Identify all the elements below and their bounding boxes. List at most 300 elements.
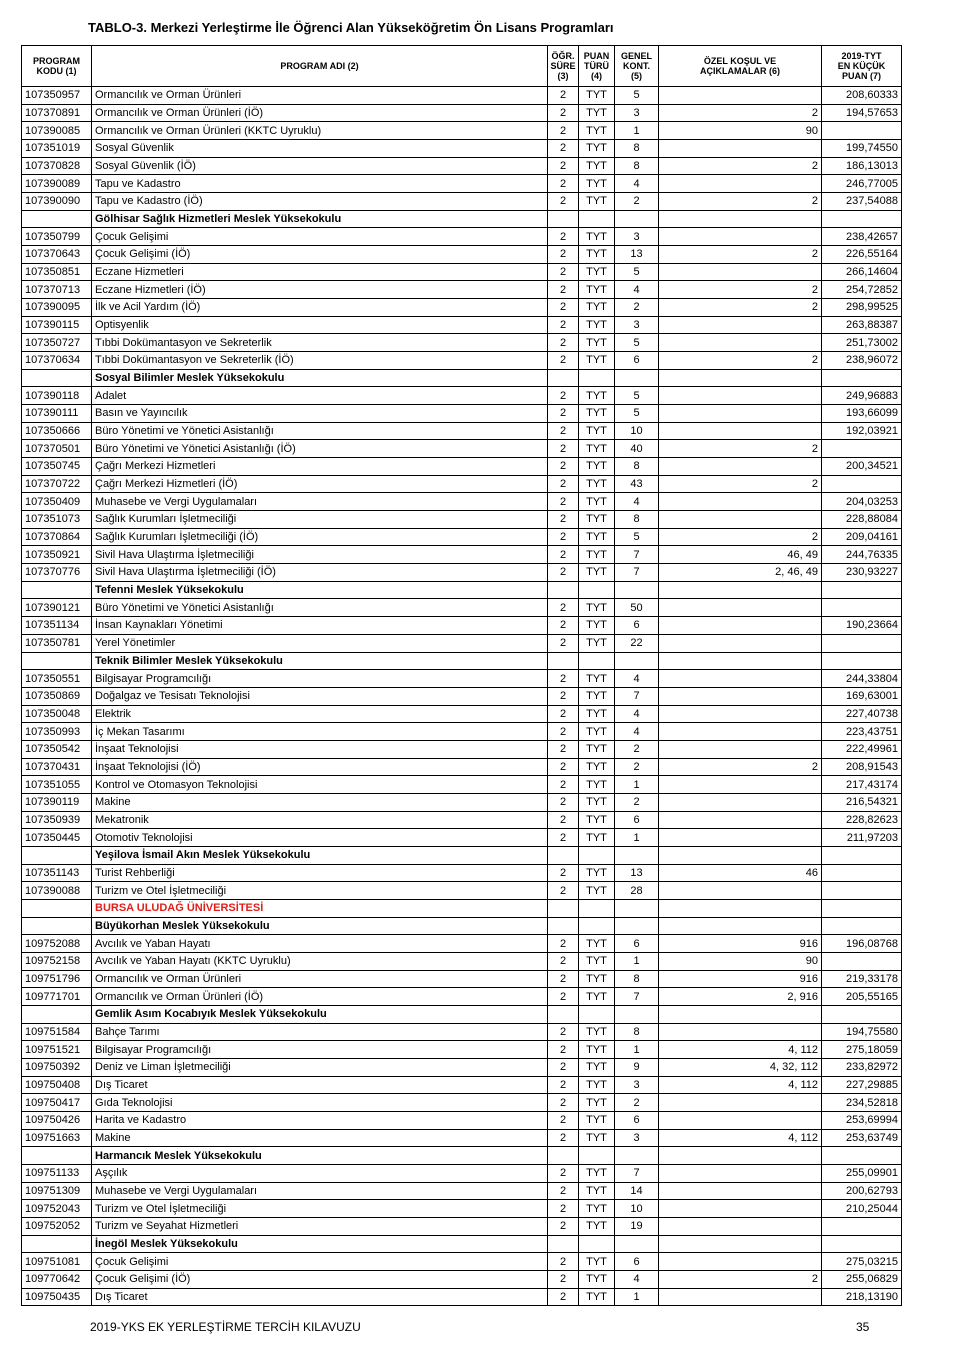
cell-program-adi: Tapu ve Kadastro (İÖ): [92, 193, 548, 211]
cell-puan-turu: TYT: [579, 1094, 615, 1112]
cell-ogr-sure: 2: [548, 1271, 579, 1289]
cell-ogr-sure: 2: [548, 1182, 579, 1200]
cell-genel-kont: 6: [615, 1253, 659, 1271]
cell-en-kucuk-puan: 217,43174: [822, 776, 902, 794]
cell-en-kucuk-puan: 196,08768: [822, 935, 902, 953]
cell-ozel-kosul: [659, 829, 822, 847]
cell-ozel-kosul: [659, 511, 822, 529]
cell-program-adi: Basın ve Yayıncılık: [92, 405, 548, 423]
cell-ozel-kosul: [659, 670, 822, 688]
cell-ogr-sure: 2: [548, 1041, 579, 1059]
table-row: [22, 670, 902, 688]
table-row: [22, 793, 902, 811]
cell-puan-turu: TYT: [579, 87, 615, 105]
cell-en-kucuk-puan: [822, 440, 902, 458]
cell-en-kucuk-puan: [822, 652, 902, 670]
cell-en-kucuk-puan: 275,03215: [822, 1253, 902, 1271]
cell-ozel-kosul: [659, 422, 822, 440]
cell-ozel-kosul: 90: [659, 952, 822, 970]
cell-program-kodu: 107350799: [22, 228, 92, 246]
cell-genel-kont: 8: [615, 1023, 659, 1041]
cell-puan-turu: TYT: [579, 193, 615, 211]
table-row: [22, 475, 902, 493]
cell-program-kodu: 107370891: [22, 104, 92, 122]
cell-genel-kont: 5: [615, 334, 659, 352]
cell-ozel-kosul: [659, 1200, 822, 1218]
cell-program-kodu: 109771701: [22, 988, 92, 1006]
cell-puan-turu: TYT: [579, 511, 615, 529]
cell-genel-kont: 8: [615, 970, 659, 988]
table-row: [22, 705, 902, 723]
cell-genel-kont: 2: [615, 299, 659, 317]
cell-program-adi: Tapu ve Kadastro: [92, 175, 548, 193]
cell-program-adi: Yerel Yönetimler: [92, 634, 548, 652]
cell-ozel-kosul: [659, 1023, 822, 1041]
cell-genel-kont: [615, 917, 659, 935]
cell-ozel-kosul: [659, 1111, 822, 1129]
cell-en-kucuk-puan: 251,73002: [822, 334, 902, 352]
cell-ozel-kosul: 4, 32, 112: [659, 1058, 822, 1076]
cell-program-adi: Sosyal Bilimler Meslek Yüksekokulu: [92, 369, 548, 387]
cell-ogr-sure: 2: [548, 687, 579, 705]
cell-ogr-sure: 2: [548, 281, 579, 299]
cell-puan-turu: TYT: [579, 740, 615, 758]
table-row: [22, 599, 902, 617]
cell-program-adi: Aşçılık: [92, 1164, 548, 1182]
cell-program-kodu: 107350551: [22, 670, 92, 688]
cell-en-kucuk-puan: [822, 475, 902, 493]
cell-ogr-sure: 2: [548, 104, 579, 122]
page-number: 35: [856, 1320, 870, 1334]
cell-en-kucuk-puan: [822, 917, 902, 935]
cell-en-kucuk-puan: 186,13013: [822, 157, 902, 175]
cell-program-adi: Harita ve Kadastro: [92, 1111, 548, 1129]
cell-en-kucuk-puan: [822, 864, 902, 882]
cell-ozel-kosul: [659, 1005, 822, 1023]
cell-ozel-kosul: 2: [659, 475, 822, 493]
cell-en-kucuk-puan: 253,69994: [822, 1111, 902, 1129]
cell-genel-kont: 5: [615, 387, 659, 405]
table-row: [22, 1041, 902, 1059]
cell-genel-kont: 8: [615, 157, 659, 175]
cell-en-kucuk-puan: [822, 581, 902, 599]
cell-en-kucuk-puan: [822, 634, 902, 652]
cell-genel-kont: 5: [615, 405, 659, 423]
cell-puan-turu: TYT: [579, 1218, 615, 1236]
cell-genel-kont: 4: [615, 723, 659, 741]
cell-program-adi: Muhasebe ve Vergi Uygulamaları: [92, 493, 548, 511]
cell-ozel-kosul: [659, 175, 822, 193]
cell-genel-kont: 4: [615, 705, 659, 723]
cell-ozel-kosul: [659, 687, 822, 705]
cell-en-kucuk-puan: 244,33804: [822, 670, 902, 688]
cell-ogr-sure: 2: [548, 157, 579, 175]
cell-program-kodu: 107390115: [22, 316, 92, 334]
cell-program-kodu: 107370431: [22, 758, 92, 776]
cell-genel-kont: 5: [615, 263, 659, 281]
table-header-row: [22, 46, 902, 87]
cell-ogr-sure: 2: [548, 864, 579, 882]
cell-en-kucuk-puan: 228,82623: [822, 811, 902, 829]
cell-program-kodu: 109752088: [22, 935, 92, 953]
cell-genel-kont: 6: [615, 935, 659, 953]
table-row: [22, 1218, 902, 1236]
cell-program-kodu: [22, 899, 92, 917]
cell-genel-kont: 1: [615, 952, 659, 970]
cell-puan-turu: TYT: [579, 705, 615, 723]
cell-ogr-sure: 2: [548, 811, 579, 829]
cell-ozel-kosul: [659, 369, 822, 387]
section-row: [22, 1005, 902, 1023]
cell-program-adi: Sağlık Kurumları İşletmeciliği (İÖ): [92, 528, 548, 546]
cell-en-kucuk-puan: 218,13190: [822, 1288, 902, 1306]
table-row: [22, 687, 902, 705]
cell-program-adi: Çocuk Gelişimi: [92, 1253, 548, 1271]
cell-ozel-kosul: [659, 1218, 822, 1236]
cell-puan-turu: [579, 1005, 615, 1023]
table-row: [22, 316, 902, 334]
cell-ogr-sure: [548, 846, 579, 864]
cell-program-adi: Yeşilova İsmail Akın Meslek Yüksekokulu: [92, 846, 548, 864]
cell-genel-kont: 4: [615, 281, 659, 299]
cell-ogr-sure: 2: [548, 599, 579, 617]
cell-program-adi: Harmancık Meslek Yüksekokulu: [92, 1147, 548, 1165]
cell-ogr-sure: 2: [548, 758, 579, 776]
table-row: [22, 140, 902, 158]
cell-genel-kont: 10: [615, 422, 659, 440]
cell-ozel-kosul: 2: [659, 299, 822, 317]
cell-program-adi: Dış Ticaret: [92, 1288, 548, 1306]
cell-ozel-kosul: [659, 1164, 822, 1182]
cell-ozel-kosul: 2: [659, 528, 822, 546]
cell-puan-turu: TYT: [579, 882, 615, 900]
cell-program-kodu: 107390089: [22, 175, 92, 193]
cell-program-adi: Büro Yönetimi ve Yönetici Asistanlığı: [92, 422, 548, 440]
cell-ogr-sure: 2: [548, 564, 579, 582]
cell-puan-turu: TYT: [579, 564, 615, 582]
cell-puan-turu: TYT: [579, 1164, 615, 1182]
cell-ozel-kosul: 4, 112: [659, 1129, 822, 1147]
cell-en-kucuk-puan: 222,49961: [822, 740, 902, 758]
cell-program-kodu: 107351019: [22, 140, 92, 158]
cell-puan-turu: TYT: [579, 263, 615, 281]
cell-genel-kont: 4: [615, 670, 659, 688]
cell-program-adi: Turizm ve Otel İşletmeciliği: [92, 1200, 548, 1218]
cell-en-kucuk-puan: [822, 1147, 902, 1165]
cell-program-adi: Mekatronik: [92, 811, 548, 829]
cell-ogr-sure: 2: [548, 511, 579, 529]
cell-en-kucuk-puan: 233,82972: [822, 1058, 902, 1076]
cell-genel-kont: 1: [615, 1041, 659, 1059]
cell-puan-turu: TYT: [579, 1111, 615, 1129]
cell-ogr-sure: 2: [548, 988, 579, 1006]
cell-ozel-kosul: 2: [659, 246, 822, 264]
cell-puan-turu: TYT: [579, 1253, 615, 1271]
cell-ogr-sure: 2: [548, 546, 579, 564]
cell-program-kodu: 107370634: [22, 352, 92, 370]
cell-ogr-sure: 2: [548, 387, 579, 405]
cell-ozel-kosul: [659, 1182, 822, 1200]
table-row: [22, 935, 902, 953]
cell-ogr-sure: 2: [548, 246, 579, 264]
cell-en-kucuk-puan: 169,63001: [822, 687, 902, 705]
cell-program-kodu: 109751133: [22, 1164, 92, 1182]
cell-program-adi: Tefenni Meslek Yüksekokulu: [92, 581, 548, 599]
cell-puan-turu: TYT: [579, 140, 615, 158]
cell-program-kodu: 107350409: [22, 493, 92, 511]
cell-ogr-sure: 2: [548, 87, 579, 105]
cell-program-adi: Sağlık Kurumları İşletmeciliği: [92, 511, 548, 529]
cell-program-adi: Ormancılık ve Orman Ürünleri (KKTC Uyruklu): [92, 122, 548, 140]
cell-ozel-kosul: 2, 46, 49: [659, 564, 822, 582]
cell-program-kodu: [22, 917, 92, 935]
cell-program-adi: Muhasebe ve Vergi Uygulamaları: [92, 1182, 548, 1200]
table-row: [22, 1200, 902, 1218]
cell-puan-turu: TYT: [579, 988, 615, 1006]
cell-en-kucuk-puan: 298,99525: [822, 299, 902, 317]
cell-puan-turu: TYT: [579, 405, 615, 423]
table-row: [22, 952, 902, 970]
cell-ozel-kosul: [659, 776, 822, 794]
cell-program-adi: Büro Yönetimi ve Yönetici Asistanlığı (İÖ): [92, 440, 548, 458]
cell-program-adi: Çocuk Gelişimi (İÖ): [92, 246, 548, 264]
cell-en-kucuk-puan: 266,14604: [822, 263, 902, 281]
cell-genel-kont: 2: [615, 758, 659, 776]
cell-en-kucuk-puan: 255,09901: [822, 1164, 902, 1182]
cell-ozel-kosul: 46: [659, 864, 822, 882]
cell-program-kodu: 107350745: [22, 458, 92, 476]
cell-program-kodu: 107350781: [22, 634, 92, 652]
cell-en-kucuk-puan: 192,03921: [822, 422, 902, 440]
cell-ozel-kosul: [659, 652, 822, 670]
cell-program-adi: Büro Yönetimi ve Yönetici Asistanlığı: [92, 599, 548, 617]
cell-ogr-sure: 2: [548, 670, 579, 688]
cell-program-adi: Ormancılık ve Orman Ürünleri: [92, 87, 548, 105]
cell-program-adi: İlk ve Acil Yardım (İÖ): [92, 299, 548, 317]
cell-ogr-sure: 2: [548, 493, 579, 511]
cell-program-kodu: 109750426: [22, 1111, 92, 1129]
cell-program-kodu: 107390090: [22, 193, 92, 211]
cell-puan-turu: [579, 899, 615, 917]
cell-program-adi: Ormancılık ve Orman Ürünleri (İÖ): [92, 104, 548, 122]
cell-ozel-kosul: [659, 334, 822, 352]
cell-ogr-sure: 2: [548, 528, 579, 546]
cell-ogr-sure: [548, 652, 579, 670]
table-row: [22, 422, 902, 440]
cell-ozel-kosul: [659, 723, 822, 741]
table-row: [22, 193, 902, 211]
cell-puan-turu: TYT: [579, 1058, 615, 1076]
cell-program-kodu: 107390095: [22, 299, 92, 317]
header-program-kodu: PROGRAM KODU (1): [22, 46, 92, 87]
table-row: [22, 1182, 902, 1200]
table-row: [22, 1288, 902, 1306]
cell-en-kucuk-puan: 275,18059: [822, 1041, 902, 1059]
cell-en-kucuk-puan: 246,77005: [822, 175, 902, 193]
cell-program-adi: Çağrı Merkezi Hizmetleri: [92, 458, 548, 476]
cell-program-kodu: 107350048: [22, 705, 92, 723]
cell-en-kucuk-puan: 237,54088: [822, 193, 902, 211]
table-row: [22, 104, 902, 122]
cell-genel-kont: 2: [615, 193, 659, 211]
cell-genel-kont: 3: [615, 1076, 659, 1094]
table-row: [22, 617, 902, 635]
cell-genel-kont: 1: [615, 776, 659, 794]
cell-genel-kont: 10: [615, 1200, 659, 1218]
cell-ogr-sure: 2: [548, 617, 579, 635]
cell-en-kucuk-puan: 226,55164: [822, 246, 902, 264]
cell-ogr-sure: 2: [548, 793, 579, 811]
cell-puan-turu: TYT: [579, 440, 615, 458]
cell-ozel-kosul: [659, 228, 822, 246]
cell-puan-turu: TYT: [579, 723, 615, 741]
cell-genel-kont: 2: [615, 740, 659, 758]
cell-program-adi: İnşaat Teknolojisi: [92, 740, 548, 758]
cell-ozel-kosul: [659, 405, 822, 423]
cell-program-adi: Deniz ve Liman İşletmeciliği: [92, 1058, 548, 1076]
cell-program-kodu: [22, 1235, 92, 1253]
cell-puan-turu: TYT: [579, 228, 615, 246]
cell-genel-kont: 13: [615, 864, 659, 882]
cell-genel-kont: [615, 581, 659, 599]
cell-program-kodu: 107350993: [22, 723, 92, 741]
cell-en-kucuk-puan: 238,42657: [822, 228, 902, 246]
cell-en-kucuk-puan: 263,88387: [822, 316, 902, 334]
cell-program-kodu: 109752158: [22, 952, 92, 970]
cell-puan-turu: [579, 210, 615, 228]
cell-puan-turu: TYT: [579, 246, 615, 264]
cell-program-kodu: 107351143: [22, 864, 92, 882]
cell-puan-turu: TYT: [579, 546, 615, 564]
cell-en-kucuk-puan: 208,91543: [822, 758, 902, 776]
cell-puan-turu: TYT: [579, 970, 615, 988]
cell-ozel-kosul: [659, 899, 822, 917]
cell-program-kodu: 109751309: [22, 1182, 92, 1200]
cell-program-adi: Turist Rehberliği: [92, 864, 548, 882]
cell-program-kodu: 109770642: [22, 1271, 92, 1289]
table-row: [22, 528, 902, 546]
cell-program-kodu: 107390121: [22, 599, 92, 617]
cell-program-kodu: 109751663: [22, 1129, 92, 1147]
cell-puan-turu: TYT: [579, 334, 615, 352]
table-row: [22, 776, 902, 794]
cell-genel-kont: 7: [615, 564, 659, 582]
cell-genel-kont: 4: [615, 1271, 659, 1289]
cell-ozel-kosul: [659, 917, 822, 935]
cell-ogr-sure: [548, 369, 579, 387]
cell-genel-kont: 3: [615, 228, 659, 246]
cell-genel-kont: 6: [615, 352, 659, 370]
cell-en-kucuk-puan: 199,74550: [822, 140, 902, 158]
cell-genel-kont: 5: [615, 528, 659, 546]
cell-ozel-kosul: 2: [659, 104, 822, 122]
cell-program-kodu: 107350445: [22, 829, 92, 847]
cell-program-kodu: 107370864: [22, 528, 92, 546]
cell-puan-turu: TYT: [579, 157, 615, 175]
cell-program-adi: Sivil Hava Ulaştırma İşletmeciliği: [92, 546, 548, 564]
cell-ogr-sure: 2: [548, 1076, 579, 1094]
cell-genel-kont: 2: [615, 1094, 659, 1112]
table-row: [22, 352, 902, 370]
cell-ogr-sure: 2: [548, 140, 579, 158]
cell-program-kodu: 109752043: [22, 1200, 92, 1218]
cell-ogr-sure: 2: [548, 458, 579, 476]
cell-genel-kont: 5: [615, 87, 659, 105]
cell-program-kodu: 109751796: [22, 970, 92, 988]
table-row: [22, 458, 902, 476]
cell-genel-kont: 6: [615, 617, 659, 635]
cell-ogr-sure: 2: [548, 634, 579, 652]
cell-puan-turu: TYT: [579, 1041, 615, 1059]
cell-genel-kont: 9: [615, 1058, 659, 1076]
cell-genel-kont: 28: [615, 882, 659, 900]
cell-program-adi: Çocuk Gelişimi: [92, 228, 548, 246]
table-row: [22, 1271, 902, 1289]
cell-en-kucuk-puan: 228,88084: [822, 511, 902, 529]
cell-program-adi: Çağrı Merkezi Hizmetleri (İÖ): [92, 475, 548, 493]
cell-program-adi: Adalet: [92, 387, 548, 405]
cell-ozel-kosul: [659, 458, 822, 476]
cell-ogr-sure: 2: [548, 122, 579, 140]
cell-genel-kont: 3: [615, 316, 659, 334]
cell-genel-kont: [615, 1235, 659, 1253]
cell-ogr-sure: [548, 1235, 579, 1253]
table-row: [22, 1058, 902, 1076]
cell-ozel-kosul: [659, 846, 822, 864]
cell-ozel-kosul: 2, 916: [659, 988, 822, 1006]
cell-ogr-sure: 2: [548, 1164, 579, 1182]
section-row: [22, 210, 902, 228]
cell-en-kucuk-puan: [822, 122, 902, 140]
cell-program-kodu: 107350921: [22, 546, 92, 564]
cell-en-kucuk-puan: 204,03253: [822, 493, 902, 511]
section-row: [22, 846, 902, 864]
cell-program-adi: Sivil Hava Ulaştırma İşletmeciliği (İÖ): [92, 564, 548, 582]
cell-ozel-kosul: 2: [659, 758, 822, 776]
cell-puan-turu: TYT: [579, 811, 615, 829]
cell-ogr-sure: [548, 899, 579, 917]
cell-puan-turu: [579, 652, 615, 670]
table-row: [22, 299, 902, 317]
cell-puan-turu: TYT: [579, 299, 615, 317]
cell-puan-turu: TYT: [579, 758, 615, 776]
cell-en-kucuk-puan: 244,76335: [822, 546, 902, 564]
table-row: [22, 1111, 902, 1129]
table-row: [22, 87, 902, 105]
table-row: [22, 1076, 902, 1094]
table-row: [22, 122, 902, 140]
cell-ogr-sure: 2: [548, 475, 579, 493]
cell-puan-turu: TYT: [579, 458, 615, 476]
cell-puan-turu: [579, 1147, 615, 1165]
cell-program-kodu: 107350666: [22, 422, 92, 440]
cell-program-kodu: 107350542: [22, 740, 92, 758]
cell-ozel-kosul: 916: [659, 935, 822, 953]
cell-program-kodu: 109752052: [22, 1218, 92, 1236]
cell-genel-kont: 4: [615, 175, 659, 193]
cell-en-kucuk-puan: [822, 882, 902, 900]
cell-ozel-kosul: [659, 263, 822, 281]
table-row: [22, 882, 902, 900]
table-title: TABLO-3. Merkezi Yerleştirme İle Öğrenci Alan Yükseköğretim Ön Lisans Programları: [88, 20, 614, 35]
cell-genel-kont: [615, 899, 659, 917]
cell-ozel-kosul: [659, 87, 822, 105]
cell-en-kucuk-puan: [822, 952, 902, 970]
cell-en-kucuk-puan: 211,97203: [822, 829, 902, 847]
cell-en-kucuk-puan: 255,06829: [822, 1271, 902, 1289]
table-row: [22, 1094, 902, 1112]
cell-puan-turu: TYT: [579, 864, 615, 882]
